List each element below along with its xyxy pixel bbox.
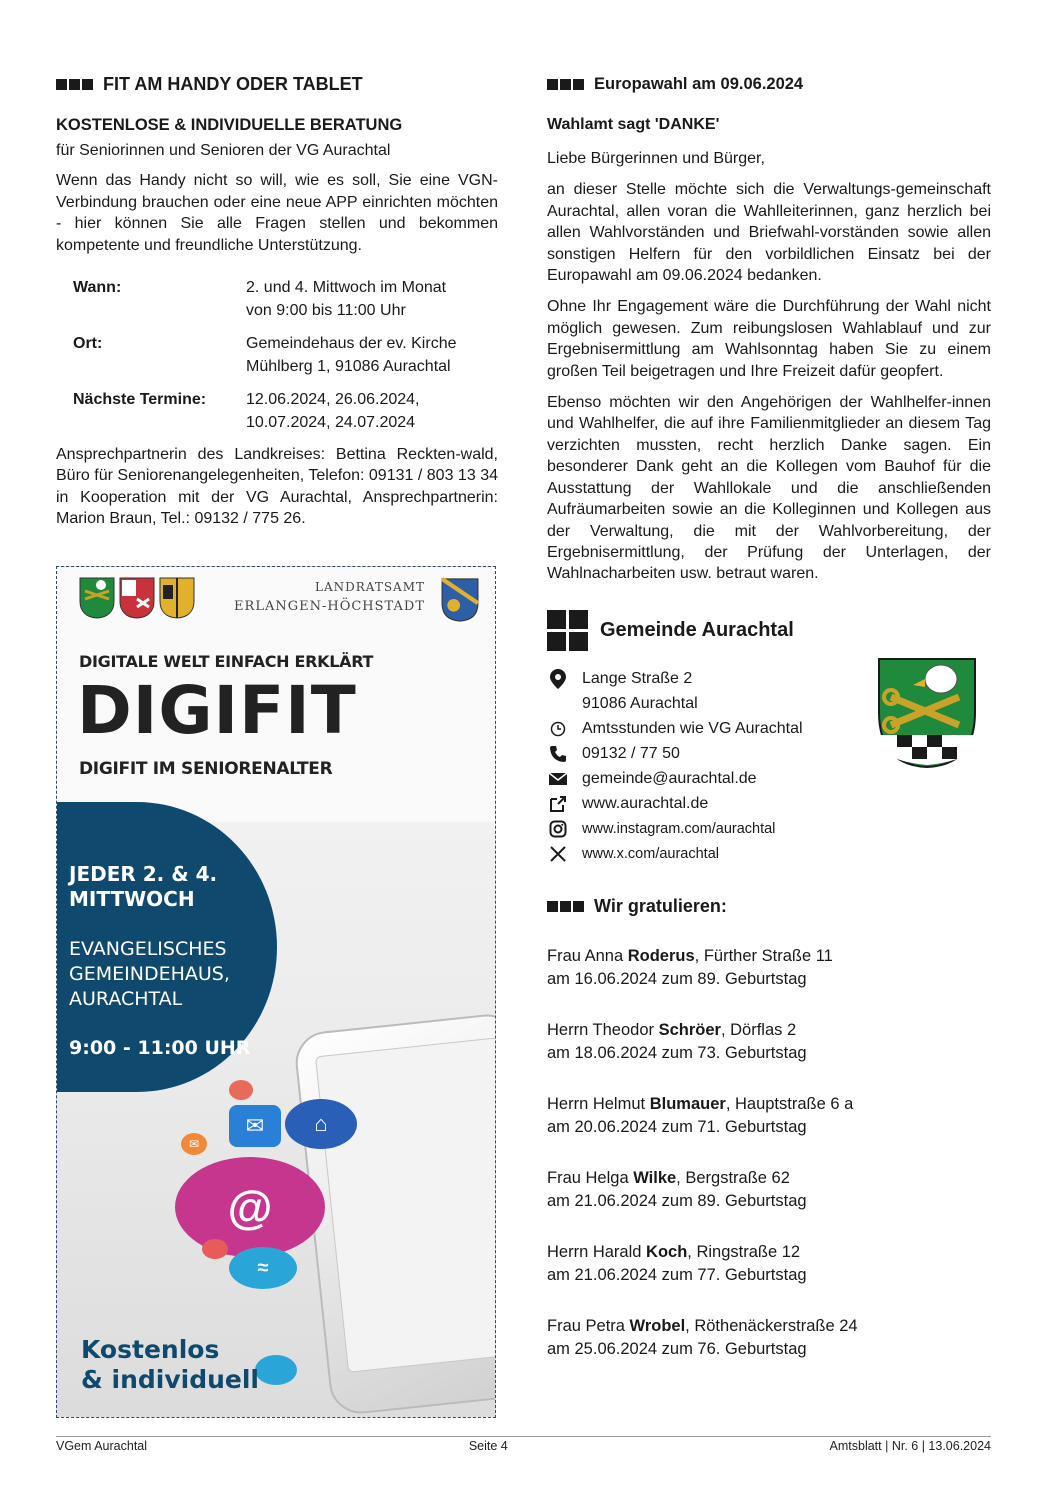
entry-name: Koch [646, 1242, 688, 1261]
info-row-dates [73, 388, 498, 434]
entry-address: , Fürther Straße 11 [694, 946, 833, 965]
info-value [246, 388, 498, 434]
gemeinde-header [547, 610, 991, 651]
home-icon: ⌂ [285, 1099, 357, 1149]
entry-address: , Hauptstraße 6 a [725, 1094, 854, 1113]
phone-icon [547, 743, 569, 765]
footer-right: Amtsblatt | Nr. 6 | 13.06.2024 [829, 1439, 991, 1453]
info-line: 2. und 4. Mittwoch im Monat [246, 279, 447, 297]
phone-screen [315, 1037, 496, 1372]
info-line: von 9:00 bis 11:00 Uhr [246, 302, 406, 320]
info-label: Nächste Termine: [73, 391, 207, 409]
entry-date: am 25.06.2024 zum 76. Geburtstag [547, 1340, 807, 1359]
contact-x-link: www.x.com/aurachtal [582, 846, 719, 863]
lra-line: LANDRATSAMT [315, 580, 425, 594]
poster-when [69, 862, 217, 912]
entry-address: , Ringstraße 12 [687, 1242, 801, 1261]
gemeinde-title: Gemeinde Aurachtal [600, 618, 794, 641]
spacer [547, 693, 569, 715]
entry-address: , Röthenäckerstraße 24 [685, 1316, 858, 1335]
poster-place-line: GEMEINDEHAUS, [69, 963, 230, 985]
heading-text: Europawahl am 09.06.2024 [594, 74, 804, 93]
contact-email-link: gemeinde@aurachtal.de [582, 770, 757, 788]
poster-when-line: MITTWOCH [69, 887, 195, 911]
list-item [547, 1019, 991, 1066]
contact-web-link: www.aurachtal.de [582, 795, 709, 813]
subheading: Wahlamt sagt 'DANKE' [547, 116, 720, 133]
x-logo-icon [547, 843, 569, 865]
contact-block [547, 667, 991, 867]
entry-prefix: Herrn Helmut [547, 1094, 650, 1113]
contact-phone-text: 09132 / 77 50 [582, 745, 680, 763]
heading-squares-icon [547, 79, 584, 90]
email-icon [547, 768, 569, 790]
salutation: Liebe Bürgerinnen und Bürger, [547, 150, 765, 167]
section-heading-gratulation [547, 893, 991, 921]
poster-bottom-text [81, 1335, 259, 1395]
list-item [547, 945, 991, 992]
intro-text: für Seniorinnen und Senioren der VG Aurachtal [56, 142, 391, 159]
contact-email[interactable] [547, 767, 991, 792]
paragraph: Ohne Ihr Engagement wäre die Durchführung der Wahl nicht möglich gewesen. Zum reibungslosen Wahlablauf und zur Ergebnisermittlung am Wahlsonntag haben Sie zu einem großen Teil beigetragen und Ihre Freizeit dafür geopfert. [547, 298, 991, 380]
poster-place-line: EVANGELISCHES [69, 938, 227, 960]
landratsamt-label [234, 577, 425, 617]
info-row-where [73, 332, 498, 378]
contact-instagram-link: www.instagram.com/aurachtal [582, 821, 776, 838]
entry-name: Wrobel [629, 1316, 686, 1335]
entry-name: Schröer [658, 1020, 721, 1039]
entry-prefix: Frau Anna [547, 946, 628, 965]
info-value [246, 276, 498, 322]
entry-prefix: Frau Petra [547, 1316, 630, 1335]
entry-name: Wilke [633, 1168, 677, 1187]
entry-name: Blumauer [649, 1094, 726, 1113]
poster-place [69, 937, 230, 1012]
paragraph: Ebenso möchten wir den Angehörigen der Wahlhelfer-innen und Wahlhelfer, die auf ihre Familienmitglieder an diesem Tag verzichten mussten, recht herzlich Danke sagen. Ein besonderer Dank geht an die Kollegen vom Bauhof für die Ausstattung der Wahllokale und die anschließenden Aufräumarbeiten sowie an die Kolleginnen und Kollegen aus der Verwaltung, die mit der Wahlvorbereitung, der Ergebnisermittlung, der Prüfung der Unterlagen, der Wahlnacharbeiten usw. betraut waren. [547, 394, 991, 583]
heading-squares-icon [547, 901, 584, 912]
info-line: 12.06.2024, 26.06.2024, [246, 391, 420, 409]
wifi-bubble-icon [229, 1080, 253, 1100]
left-column [56, 70, 498, 530]
lra-line: ERLANGEN-HÖCHSTADT [234, 599, 425, 614]
contact-instagram[interactable] [547, 817, 991, 842]
info-label: Wann: [73, 279, 122, 297]
entry-prefix: Herrn Theodor [547, 1020, 659, 1039]
body-text: Wenn das Handy nicht so will, wie es soll, Sie eine VGN-Verbindung brauchen oder eine neue APP einrichten möchten - hier können Sie alle Fragen stellen und bekommen kompetente und freundliche Unterstützung. [56, 172, 498, 254]
gemeinde-crest-icon [877, 657, 977, 769]
info-label: Ort: [73, 335, 103, 353]
poster-title: DIGIFIT [77, 672, 357, 749]
poster-bottom-line: Kostenlos [81, 1335, 220, 1364]
info-line: Gemeindehaus der ev. Kirche [246, 335, 457, 353]
list-item [547, 1093, 991, 1140]
entry-date: am 16.06.2024 zum 89. Geburtstag [547, 970, 807, 989]
entry-date: am 20.06.2024 zum 71. Geburtstag [547, 1118, 807, 1137]
crest-icon [441, 577, 479, 623]
footer-left: VGem Aurachtal [56, 1439, 148, 1453]
external-link-icon [547, 793, 569, 815]
crest-icon [119, 577, 155, 619]
instagram-icon [547, 818, 569, 840]
crest-icon [159, 577, 195, 619]
entry-prefix: Frau Helga [547, 1168, 634, 1187]
clock-icon [547, 718, 569, 740]
info-table [73, 276, 498, 434]
footer-page-number: Seite 4 [468, 1439, 508, 1453]
email-at-icon: @ [175, 1157, 325, 1257]
heading-text: FIT AM HANDY ODER TABLET [103, 73, 363, 94]
poster-place-line: AURACHTAL [69, 988, 183, 1010]
subheading: KOSTENLOSE & INDIVIDUELLE BERATUNG [56, 116, 403, 134]
contact-text: Ansprechpartnerin des Landkreises: Bettina Reckten-wald, Büro für Seniorenangelegenheiten, Telefon: 09131 / 803 13 34 in Kooperation mit der VG Aurachtal, Ansprechpartnerin: Marion Braun, Tel.: 09132 / 775 26. [56, 446, 498, 528]
mail-icon: ✉ [229, 1105, 281, 1147]
digifit-poster [56, 566, 496, 1418]
info-line: Mühlberg 1, 91086 Aurachtal [246, 358, 451, 376]
heading-squares-icon [56, 79, 93, 90]
wifi-icon: ≈ [229, 1247, 297, 1289]
birthday-list [547, 945, 991, 1362]
contact-x[interactable] [547, 842, 991, 867]
location-pin-icon [547, 668, 569, 690]
poster-subtitle: DIGIFIT IM SENIORENALTER [79, 759, 333, 779]
poster-time: 9:00 - 11:00 UHR [69, 1037, 251, 1059]
poster-when-line: JEDER 2. & 4. [69, 862, 218, 886]
contact-city: 91086 Aurachtal [582, 695, 698, 713]
mail-bubble-icon: ✉ [181, 1133, 207, 1155]
entry-address: , Dörflas 2 [720, 1020, 797, 1039]
contact-hours-text: Amtsstunden wie VG Aurachtal [582, 720, 803, 738]
poster-bottom-line: & individuell [81, 1365, 259, 1394]
contact-street: Lange Straße 2 [582, 670, 693, 688]
section-heading-europawahl [547, 70, 991, 98]
list-item [547, 1167, 991, 1214]
gemeinde-logo-icon [547, 610, 588, 651]
info-value [246, 332, 498, 378]
contact-web[interactable] [547, 792, 991, 817]
list-item [547, 1241, 991, 1288]
info-row-when [73, 276, 498, 322]
entry-address: , Bergstraße 62 [676, 1168, 790, 1187]
entry-date: am 21.06.2024 zum 89. Geburtstag [547, 1192, 807, 1211]
entry-date: am 18.06.2024 zum 73. Geburtstag [547, 1044, 807, 1063]
section-heading-fit [56, 70, 498, 98]
paragraph: an dieser Stelle möchte sich die Verwaltungs-gemeinschaft Aurachtal, allen voran die Wahlleiterinnen, ganz herzlich bei allen Wahlvorständen und Briefwahl-vorständen sowie allen sonstigen Helfern für den vorbildlichen Einsatz bei der Europawahl am 09.06.2024 bedanken. [547, 181, 991, 285]
poster-tagline: DIGITALE WELT EINFACH ERKLÄRT [79, 652, 374, 671]
entry-name: Roderus [627, 946, 695, 965]
page-footer [56, 1436, 991, 1453]
entry-date: am 21.06.2024 zum 77. Geburtstag [547, 1266, 807, 1285]
crest-icon [79, 577, 115, 619]
info-line: 10.07.2024, 24.07.2024 [246, 414, 416, 432]
heading-text: Wir gratulieren: [594, 896, 727, 917]
list-item [547, 1315, 991, 1362]
chat-bubble-icon [255, 1355, 297, 1385]
right-column [547, 70, 991, 1362]
chat-bubble-icon [202, 1239, 228, 1259]
entry-prefix: Herrn Harald [547, 1242, 647, 1261]
